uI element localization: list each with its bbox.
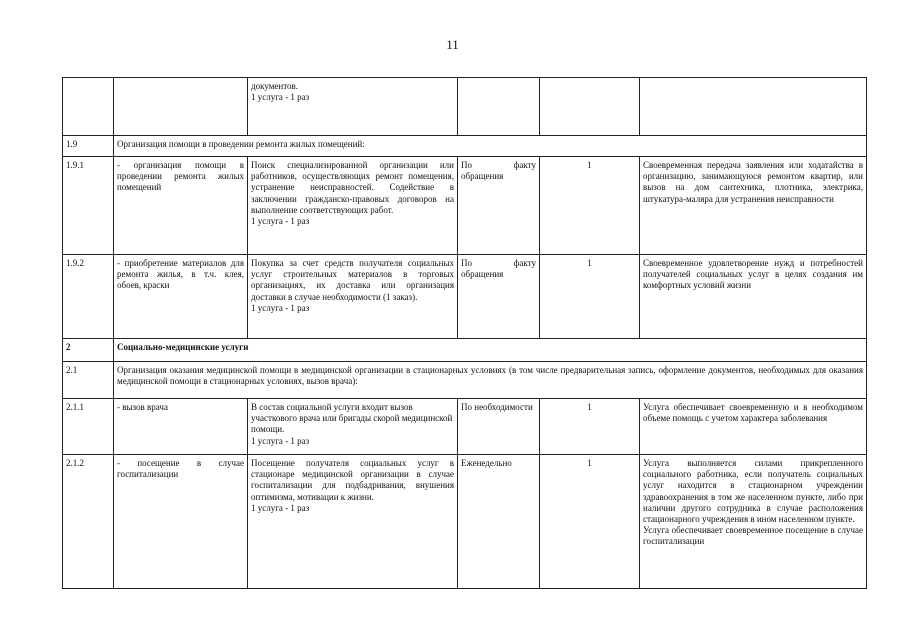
cell-units [540,78,640,136]
quantity-line: 1 услуга - 1 раз [251,92,310,103]
quantity-line: 1 услуга - 1 раз [251,216,310,227]
table-row [63,255,867,339]
cell-description [248,399,458,455]
cell-num: 2.1.2 [63,455,114,589]
quantity-line: 1 услуга - 1 раз [251,302,310,313]
services-table [62,77,867,589]
section-title: Организация оказания медицинской помощи в медицинской организации в стационарных условиях (в том числе предварительная запись, оформление документов, необходимых для оказания медицинской помощи в стационарных условиях, вызов врача): [114,362,867,399]
cell-num: 1.9 [63,136,114,157]
description-line: документов. [251,81,299,91]
criteria-text: Услуга выполняется силами прикрепленного социального работника, если получатель социальных услуг находится в стационарном учреждении здравоохранения в том же населенном пункте, либо при наличии другого сотрудника в случае расположения стационарного учреждения в ином населенном пункте. [643,458,863,525]
cell-units: 1 [540,255,640,339]
cell-description [248,78,458,136]
cell-units: 1 [540,399,640,455]
cell-service [114,78,248,136]
cell-num: 1.9.1 [63,157,114,255]
table-row-section [63,339,867,362]
table-row-section [63,136,867,157]
section-title: Организация помощи в проведении ремонта жилых помещений: [114,136,867,157]
description-text: В состав социальной услуги входит вызов участкового врача или бригады скорой медицинской помощи. [251,402,453,435]
cell-service: - приобретение материалов для ремонта жилья, в т.ч. клея, обоев, краски [114,255,248,339]
quantity-line: 1 услуга - 1 раз [251,435,310,446]
cell-criteria [640,455,867,589]
cell-criteria: Услуга обеспечивает своевременную и в необходимом объеме помощь с учетом характера заболевания [640,399,867,455]
cell-periodicity: По факту обращения [458,157,540,255]
criteria-extra-text: Услуга обеспечивает своевременное посещение в случае госпитализации [643,525,863,547]
cell-service: - вызов врача [114,399,248,455]
table-row-continuation [63,78,867,136]
cell-description [248,157,458,255]
section-title: Социально-медицинские услуги [114,339,867,362]
cell-num: 2.1 [63,362,114,399]
cell-criteria: Своевременное удовлетворение нужд и потребностей получателей социальных услуг в целях создания им комфортных условий жизни [640,255,867,339]
cell-num: 2 [63,339,114,362]
cell-periodicity: Еженедельно [458,455,540,589]
cell-service: - организация помощи в проведении ремонта жилых помещений [114,157,248,255]
cell-num [63,78,114,136]
cell-units: 1 [540,455,640,589]
cell-periodicity: По факту обращения [458,255,540,339]
cell-units: 1 [540,157,640,255]
table-row [63,455,867,589]
page-number: 11 [446,37,459,52]
description-text: Посещение получателя социальных услуг в стационаре медицинской организации в случае госпитализации для подбадривания, внушения оптимизма, мотивации к жизни. [251,458,454,502]
cell-num: 1.9.2 [63,255,114,339]
cell-criteria [640,78,867,136]
table-row-section [63,362,867,399]
cell-num: 2.1.1 [63,399,114,455]
cell-description [248,255,458,339]
cell-periodicity [458,78,540,136]
quantity-line: 1 услуга - 1 раз [251,502,310,513]
cell-service: - посещение в случае госпитализации [114,455,248,589]
description-text: Поиск специализированной организации или работников, осуществляющих ремонт помещения, устранение неисправностей. Содействие в заключении гражданско-правовых договоров на выполнение соответствующих работ. [251,160,454,215]
cell-description [248,455,458,589]
description-text: Покупка за счет средств получателя социальных услуг строительных материалов в торговых организациях, их доставка или организация доставки в случае необходимости (1 заказ). [251,258,454,302]
table-row [63,157,867,255]
table-row [63,399,867,455]
cell-criteria: Своевременная передача заявления или ходатайства в организацию, занимающуюся ремонтом квартир, или вызов на дом сантехника, плотника, электрика, штукатура-маляра для устранения неисправности [640,157,867,255]
cell-periodicity: По необходимости [458,399,540,455]
